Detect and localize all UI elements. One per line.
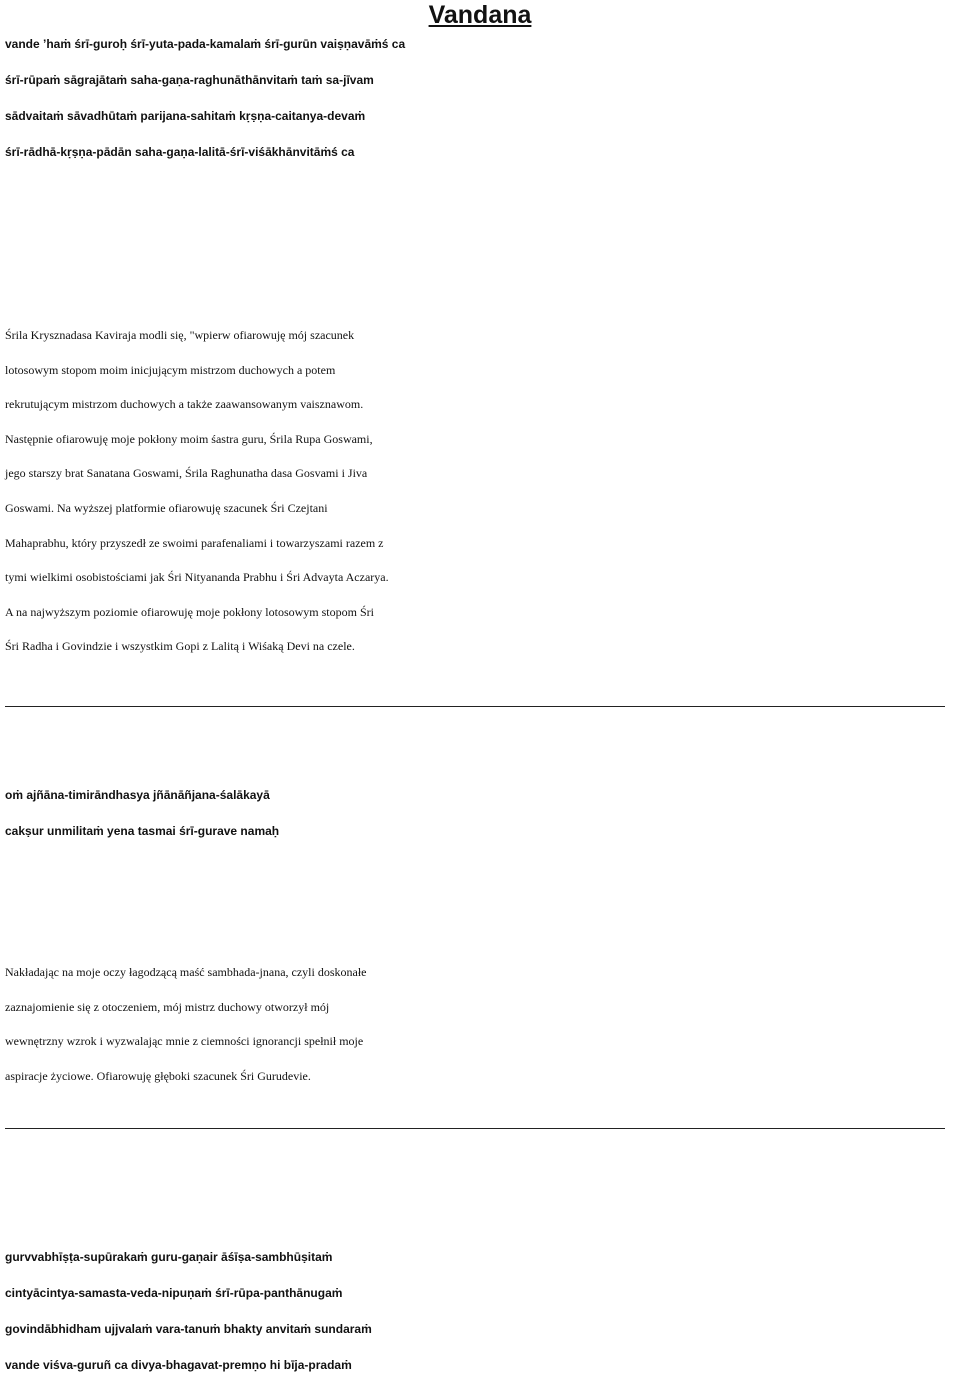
translation-line: Nakładając na moje oczy łagodzącą maść sambhada-jnana, czyli doskonałe: [5, 965, 367, 979]
translation-line: Następnie ofiarowuję moje pokłony moim śastra guru, Śrila Rupa Goswami,: [5, 431, 373, 446]
verse-line: gurvvabhīṣṭa-supūrakaṁ guru-gaṇair āśīṣa-sambhūṣitaṁ: [5, 1250, 333, 1264]
translation-line: jego starszy brat Sanatana Goswami, Śrila Raghunatha dasa Gosvami i Jiva: [5, 466, 368, 481]
translation-line: rekrutującym mistrzom duchowych a także zaawansowanym vaisznawom.: [5, 397, 364, 412]
verse-line: govindābhidham ujjvalaṁ vara-tanuṁ bhakty anvitaṁ sundaraṁ: [5, 1322, 372, 1336]
translation-line: A na najwyższym poziomie ofiarowuję moje pokłony lotosowym stopom Śri: [5, 604, 374, 619]
verse-line: vande ’haṁ śrī-guroḥ śrī-yuta-pada-kamalaṁ śrī-gurūn vaiṣṇavāṁś ca: [5, 37, 406, 51]
verse-line: oṁ ajñāna-timirāndhasya jñānāñjana-śalākayā: [5, 788, 270, 802]
translation-line: Śri Radha i Govindzie i wszystkim Gopi z Lalitą i Wiśaką Devi na czele.: [5, 639, 355, 654]
translation-line: Mahaprabhu, który przyszedł ze swoimi parafenaliami i towarzyszami razem z: [5, 535, 384, 550]
verse-line: cintyācintya-samasta-veda-nipuṇaṁ śrī-rūpa-panthānugaṁ: [5, 1286, 343, 1300]
sanskrit-verse-om-ajnana: [5, 777, 955, 849]
verse-line: śrī-rūpaṁ sāgrajātaṁ saha-gaṇa-raghunāthānvitaṁ taṁ sa-jīvam: [5, 73, 374, 87]
verse-line: śrī-rādhā-kṛṣṇa-pādān saha-gaṇa-lalitā-śrī-viśākhānvitāṁś ca: [5, 145, 355, 159]
translation-paragraph-om-ajnana: [5, 955, 955, 1093]
section-divider: [5, 1128, 945, 1129]
translation-line: wewnętrzny wzrok i wyzwalając mnie z ciemności ignorancji spełnił moje: [5, 1034, 364, 1049]
translation-line: aspiracje życiowe. Ofiarowuję głęboki szacunek Śri Gurudevie.: [5, 1068, 311, 1083]
verse-line: cakṣur unmilitaṁ yena tasmai śrī-gurave namaḥ: [5, 824, 280, 838]
page-title: Vandana: [428, 1, 532, 29]
translation-line: tymi wielkimi osobistościami jak Śri Nityananda Prabhu i Śri Advayta Aczarya.: [5, 570, 389, 585]
verse-line: sādvaitaṁ sāvadhūtaṁ parijana-sahitaṁ kṛṣṇa-caitanya-devaṁ: [5, 109, 366, 123]
translation-line: Śrila Krysznadasa Kaviraja modli się, "wpierw ofiarowuję mój szacunek: [5, 328, 355, 342]
translation-line: Goswami. Na wyższej platformie ofiarowuję szacunek Śri Czejtani: [5, 500, 328, 515]
translation-paragraph-vande: [5, 318, 955, 664]
translation-line: zaznajomienie się z otoczeniem, mój mistrz duchowy otworzył mój: [5, 999, 330, 1014]
sanskrit-verse-vande: [5, 26, 955, 170]
verse-line: vande viśva-guruñ ca divya-bhagavat-premṇo hi bīja-pradaṁ: [5, 1358, 352, 1372]
sanskrit-verse-gurvvabhista: [5, 1239, 955, 1383]
translation-line: lotosowym stopom moim inicjującym mistrzom duchowych a potem: [5, 362, 336, 377]
section-divider: [5, 706, 945, 707]
